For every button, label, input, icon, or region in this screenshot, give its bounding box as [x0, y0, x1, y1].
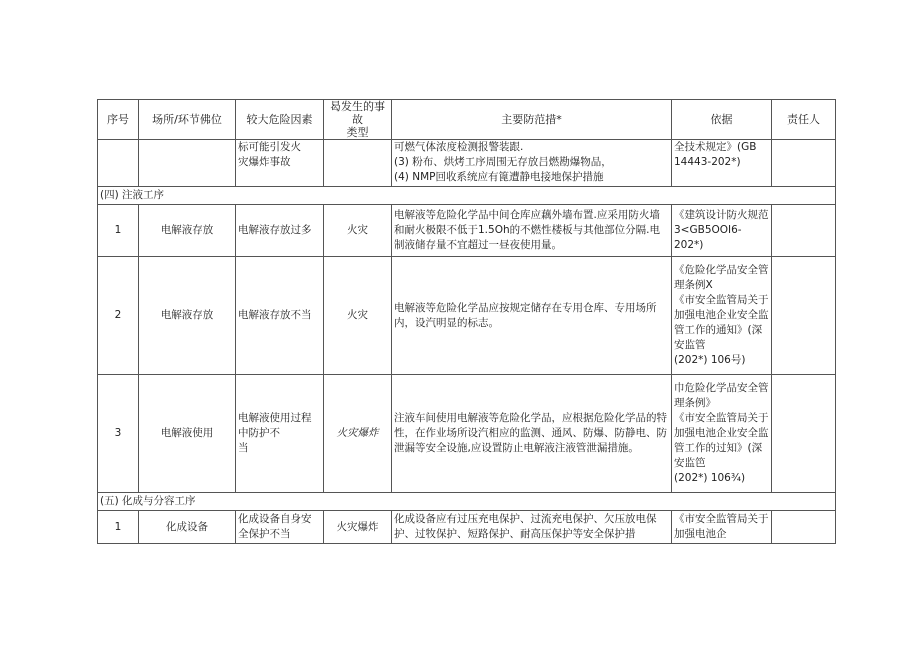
table-row	[98, 511, 836, 544]
cont-basis: 全技术规定》(GB 14443-202*)	[674, 141, 757, 168]
cell-owner	[772, 375, 836, 493]
cell-no: 2	[98, 257, 139, 375]
cell-no	[98, 140, 139, 187]
cell-accident: 火灾	[324, 257, 392, 375]
cell-measure: 电解液等危险化学品中间仓库应藕外墙布置.应采用防火墙和耐火极限不低于1.5Oh的不燃性楼板与其他部位分隔.电制液储存量不宜超过一昼夜使用量。	[392, 205, 672, 257]
section-row	[98, 187, 836, 205]
cont-measure: 可燃气体浓度检测报警装跟. (3) 粉布、烘烤工序周围无存放吕燃勘爆物品， (4) NMP回收系统应有篦遭静电接地保护措施	[394, 141, 612, 183]
cell-hazard: 电解液存放不当	[236, 257, 324, 375]
header-owner: 责任人	[772, 100, 836, 140]
header-measure: 主要防范措*	[392, 100, 672, 140]
cell-owner	[772, 205, 836, 257]
cell-basis: 《市安全监管局关于加强电池企	[672, 511, 772, 544]
cell-accident: 火灾爆炸	[324, 375, 392, 493]
header-row	[98, 100, 836, 140]
section-title: (五) 化成与分容工序	[98, 493, 836, 511]
table-row	[98, 375, 836, 493]
cell-basis: 巾危险化学品安全管理条例》 《市安全监管局关于加强电池企业安全监管工作的过知》(深安监笆 (202*) 106¾)	[672, 375, 772, 493]
section-title: (四) 注液工序	[98, 187, 836, 205]
section-row	[98, 493, 836, 511]
cell-accident	[324, 140, 392, 187]
cell-basis: 《建筑设计防火规范3<GB5OOI6-202*)	[672, 205, 772, 257]
cell-accident: 火灾	[324, 205, 392, 257]
cell-basis: 《危险化学品安全管理条例X 《市安全监管局关于加强电池企业安全监管工作的通知》(深安监管 (202*) 106号)	[672, 257, 772, 375]
continued-row	[98, 140, 836, 187]
cont-factor: 标可能引发火 灾爆炸事故	[238, 141, 301, 168]
cell-measure: 化成设备应有过压充电保护、过流充电保护、欠压放电保护、过牧保护、短路保护、耐高压保护等安全保护措	[392, 511, 672, 544]
cell-place: 电解液存放	[139, 257, 236, 375]
cell-hazard: 电解液存放过多	[236, 205, 324, 257]
cell-measure: 电解液等危险化学品应按规定储存在专用仓库、专用场所内，设汽明显的标志。	[392, 257, 672, 375]
header-place: 场所/环节佛位	[139, 100, 236, 140]
table-row	[98, 205, 836, 257]
cell-place: 电解液使用	[139, 375, 236, 493]
cell-basis	[672, 140, 772, 187]
cell-hazard	[236, 140, 324, 187]
cell-no: 3	[98, 375, 139, 493]
cell-place: 化成设备	[139, 511, 236, 544]
header-no: 序号	[98, 100, 139, 140]
cell-no: 1	[98, 205, 139, 257]
cell-owner	[772, 257, 836, 375]
cell-hazard: 电解液使用过程中防护不 当	[236, 375, 324, 493]
cell-owner	[772, 511, 836, 544]
cell-measure	[392, 140, 672, 187]
header-basis: 依据	[672, 100, 772, 140]
cell-measure: 注液车间使用电解液等危险化学品，应根据危险化学品的特性，在作业场所设汽相应的监测、通风、防爆、防静电、防泄漏等安全设施,应设置防止电解液注液管泄漏措施。	[392, 375, 672, 493]
cell-owner	[772, 140, 836, 187]
cell-place: 电解液存放	[139, 205, 236, 257]
header-accident: 曷发生的事故 类型	[324, 100, 392, 140]
cell-place	[139, 140, 236, 187]
cell-accident: 火灾爆炸	[324, 511, 392, 544]
hazard-table	[97, 99, 836, 544]
table-row	[98, 257, 836, 375]
cell-no: 1	[98, 511, 139, 544]
cell-hazard: 化成设备自身安全保护不当	[236, 511, 324, 544]
header-hazard: 较大危险因素	[236, 100, 324, 140]
